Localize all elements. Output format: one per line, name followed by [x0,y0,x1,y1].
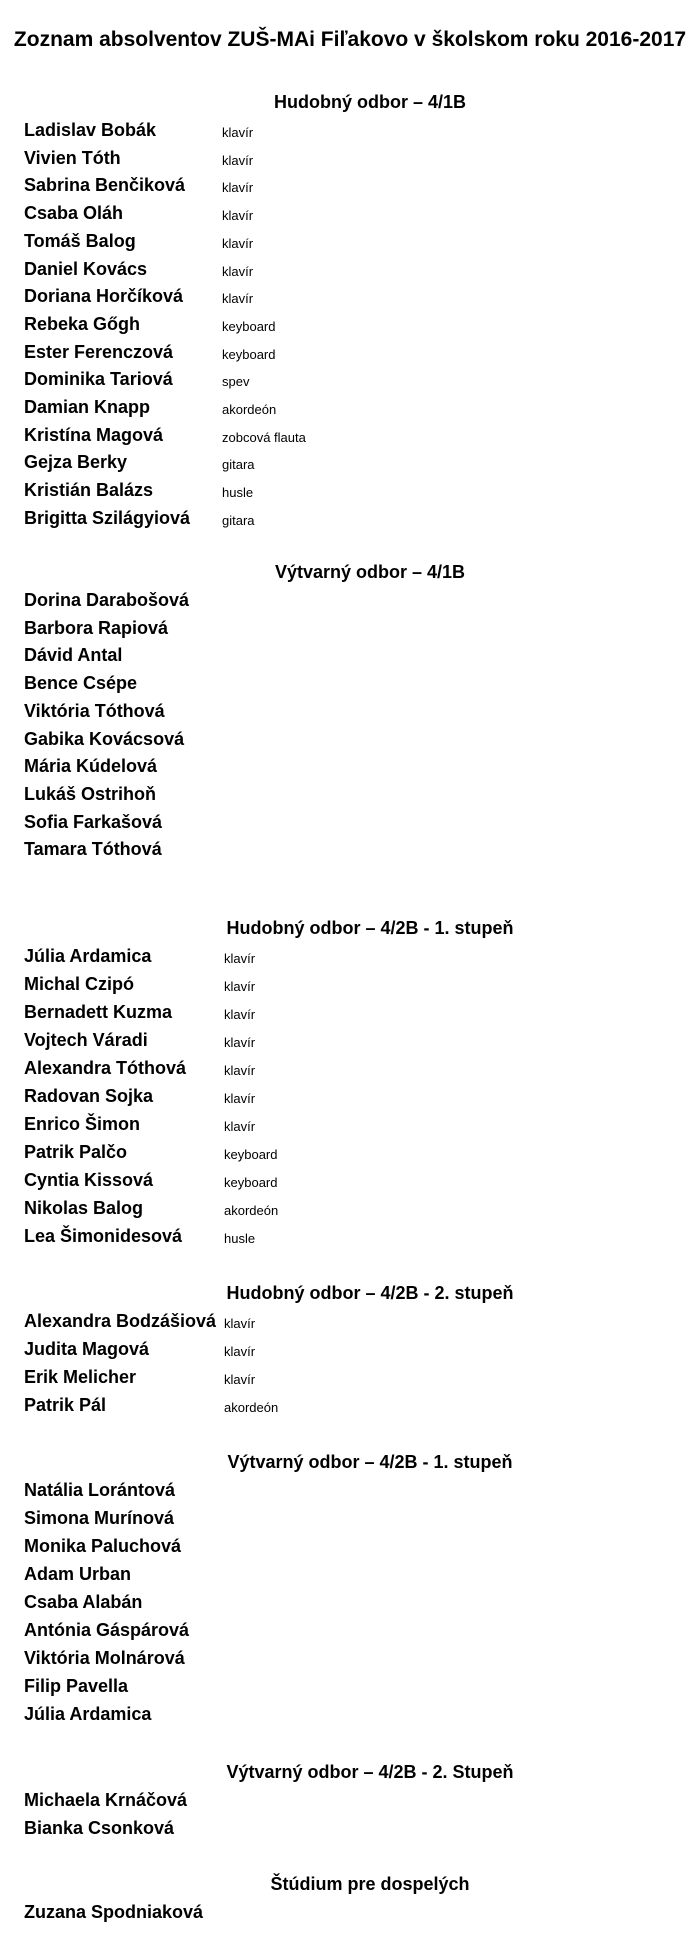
student-row [0,1648,700,1676]
student-instrument: husle [224,1231,256,1246]
student-name: Lukáš Ostrihoň [24,783,157,804]
student-name: Ladislav Bobák [24,120,157,140]
student-instrument: klavír [222,152,254,168]
student-row [0,729,700,757]
student-row [0,1114,700,1142]
student-row [0,286,700,314]
student-instrument: gitara [222,457,255,473]
student-row [0,342,700,370]
student-row [0,452,700,480]
student-row [0,974,700,1002]
student-name: Damian Knapp [24,397,151,417]
student-name: Ester Ferenczová [24,341,174,362]
student-name: Barbora Rapiová [24,617,169,638]
student-name: Judita Magová [24,1339,150,1359]
section-heading: Hudobný odbor – 4/2B - 1. stupeň [226,918,514,938]
student-row [0,1395,700,1423]
student-instrument: akordeón [222,402,277,417]
student-row [0,618,700,646]
student-instrument: husle [222,485,254,501]
student-row [0,1367,700,1395]
student-row [0,1676,700,1704]
student-name: Enrico Šimon [24,1114,141,1134]
student-row [0,1704,700,1732]
student-row [0,480,700,508]
student-name: Bence Csépe [24,673,138,694]
student-instrument: keyboard [222,346,276,362]
student-row [0,590,700,618]
student-instrument: klavír [224,1119,256,1134]
student-row [0,120,700,148]
document-title: Zoznam absolventov ZUŠ-MAi Fiľakovo v školskom roku 2016-2017 [13,28,687,51]
student-row [0,1142,700,1170]
student-name: Filip Pavella [24,1676,129,1696]
student-name: Michal Czipó [24,974,135,994]
student-row [0,397,700,425]
student-name: Monika Paluchová [24,1536,182,1556]
student-instrument: klavír [224,1091,256,1106]
student-row [0,645,700,673]
student-row [0,1226,700,1254]
student-row [0,1592,700,1620]
student-row [0,1198,700,1226]
student-instrument: klavír [224,1316,256,1331]
section-heading: Výtvarný odbor – 4/2B - 1. stupeň [227,1452,513,1472]
student-instrument: klavír [224,1007,256,1022]
student-name: Dávid Antal [24,645,123,666]
student-name: Patrik Pál [24,1395,107,1415]
student-name: Tamara Tóthová [24,839,162,860]
student-name: Natália Lorántová [24,1480,176,1500]
student-instrument: klavír [222,263,254,279]
student-instrument: klavír [222,125,254,140]
student-name: Rebeka Gőgh [24,313,141,334]
student-row [0,259,700,287]
student-row [0,1564,700,1592]
student-instrument: klavír [222,208,254,224]
student-row [0,1902,700,1930]
student-name: Viktória Tóthová [24,700,165,721]
student-instrument: keyboard [224,1175,278,1190]
student-row [0,1311,700,1339]
student-name: Patrik Palčo [24,1142,128,1162]
student-row [0,756,700,784]
student-instrument: akordeón [224,1203,279,1218]
student-name: Zuzana Spodniaková [24,1902,204,1922]
student-instrument: gitara [222,512,255,528]
student-name: Adam Urban [24,1564,132,1584]
student-name: Sabrina Benčiková [24,175,186,196]
student-row [0,369,700,397]
student-row [0,1818,700,1846]
student-name: Tomáš Balog [24,230,136,251]
student-name: Dorina Darabošová [24,590,190,610]
student-row [0,1508,700,1536]
student-name: Bianka Csonková [24,1818,175,1838]
student-name: Alexandra Bodzášiová [24,1311,217,1331]
student-name: Kristián Balázs [24,480,154,501]
student-name: Brigitta Szilágyiová [24,507,191,528]
student-instrument: klavír [224,1372,256,1387]
student-name: Viktória Molnárová [24,1648,185,1668]
section-heading: Výtvarný odbor – 4/2B - 2. Stupeň [226,1762,514,1782]
student-name: Antónia Gáspárová [24,1620,190,1640]
student-row [0,175,700,203]
student-name: Júlia Ardamica [24,1704,152,1724]
student-name: Radovan Sojka [24,1086,154,1106]
student-name: Csaba Alabán [24,1592,143,1612]
student-name: Kristína Magová [24,424,164,445]
student-name: Nikolas Balog [24,1198,144,1218]
student-name: Daniel Kovács [24,258,148,279]
student-name: Bernadett Kuzma [24,1002,173,1022]
student-row [0,701,700,729]
student-row [0,1170,700,1198]
student-row [0,1790,700,1818]
student-row [0,425,700,453]
student-row [0,784,700,812]
student-row [0,203,700,231]
student-row [0,1058,700,1086]
section-heading: Hudobný odbor – 4/2B - 2. stupeň [226,1283,514,1303]
student-name: Cyntia Kissová [24,1170,154,1190]
student-row [0,508,700,536]
student-row [0,812,700,840]
student-name: Alexandra Tóthová [24,1058,187,1078]
student-instrument: klavír [222,180,254,196]
student-instrument: klavír [224,1035,256,1050]
student-row [0,946,700,974]
student-instrument: spev [222,374,250,390]
student-name: Doriana Horčíková [24,286,184,307]
student-row [0,1030,700,1058]
student-name: Sofia Farkašová [24,811,163,832]
student-instrument: keyboard [222,318,276,334]
student-instrument: klavír [222,291,254,307]
student-name: Júlia Ardamica [24,946,152,966]
student-name: Gabika Kovácsová [24,728,185,749]
student-instrument: zobcová flauta [222,429,306,445]
student-name: Michaela Krnáčová [24,1790,188,1810]
student-row [0,231,700,259]
student-instrument: keyboard [224,1147,278,1162]
section-heading: Štúdium pre dospelých [270,1874,470,1894]
section-heading: Hudobný odbor – 4/1B [273,92,466,112]
student-row [0,1480,700,1508]
section-heading: Výtvarný odbor – 4/1B [274,562,466,582]
student-row [0,1339,700,1367]
student-instrument: klavír [224,1344,256,1359]
student-row [0,1620,700,1648]
student-instrument: klavír [224,951,256,966]
student-instrument: klavír [222,235,254,251]
student-name: Mária Kúdelová [24,756,158,777]
student-name: Lea Šimonidesová [24,1226,183,1246]
student-name: Gejza Berky [24,452,128,473]
student-name: Vivien Tóth [24,147,121,168]
student-name: Simona Murínová [24,1508,175,1528]
student-row [0,673,700,701]
student-instrument: klavír [224,979,256,994]
student-name: Erik Melicher [24,1367,137,1387]
student-name: Csaba Oláh [24,203,124,224]
student-name: Vojtech Váradi [24,1030,148,1050]
student-name: Dominika Tariová [24,369,173,390]
student-row [0,1086,700,1114]
student-row [0,1002,700,1030]
student-row [0,314,700,342]
student-row [0,148,700,176]
student-row [0,1536,700,1564]
student-row [0,839,700,867]
student-instrument: klavír [224,1063,256,1078]
student-instrument: akordeón [224,1400,279,1415]
